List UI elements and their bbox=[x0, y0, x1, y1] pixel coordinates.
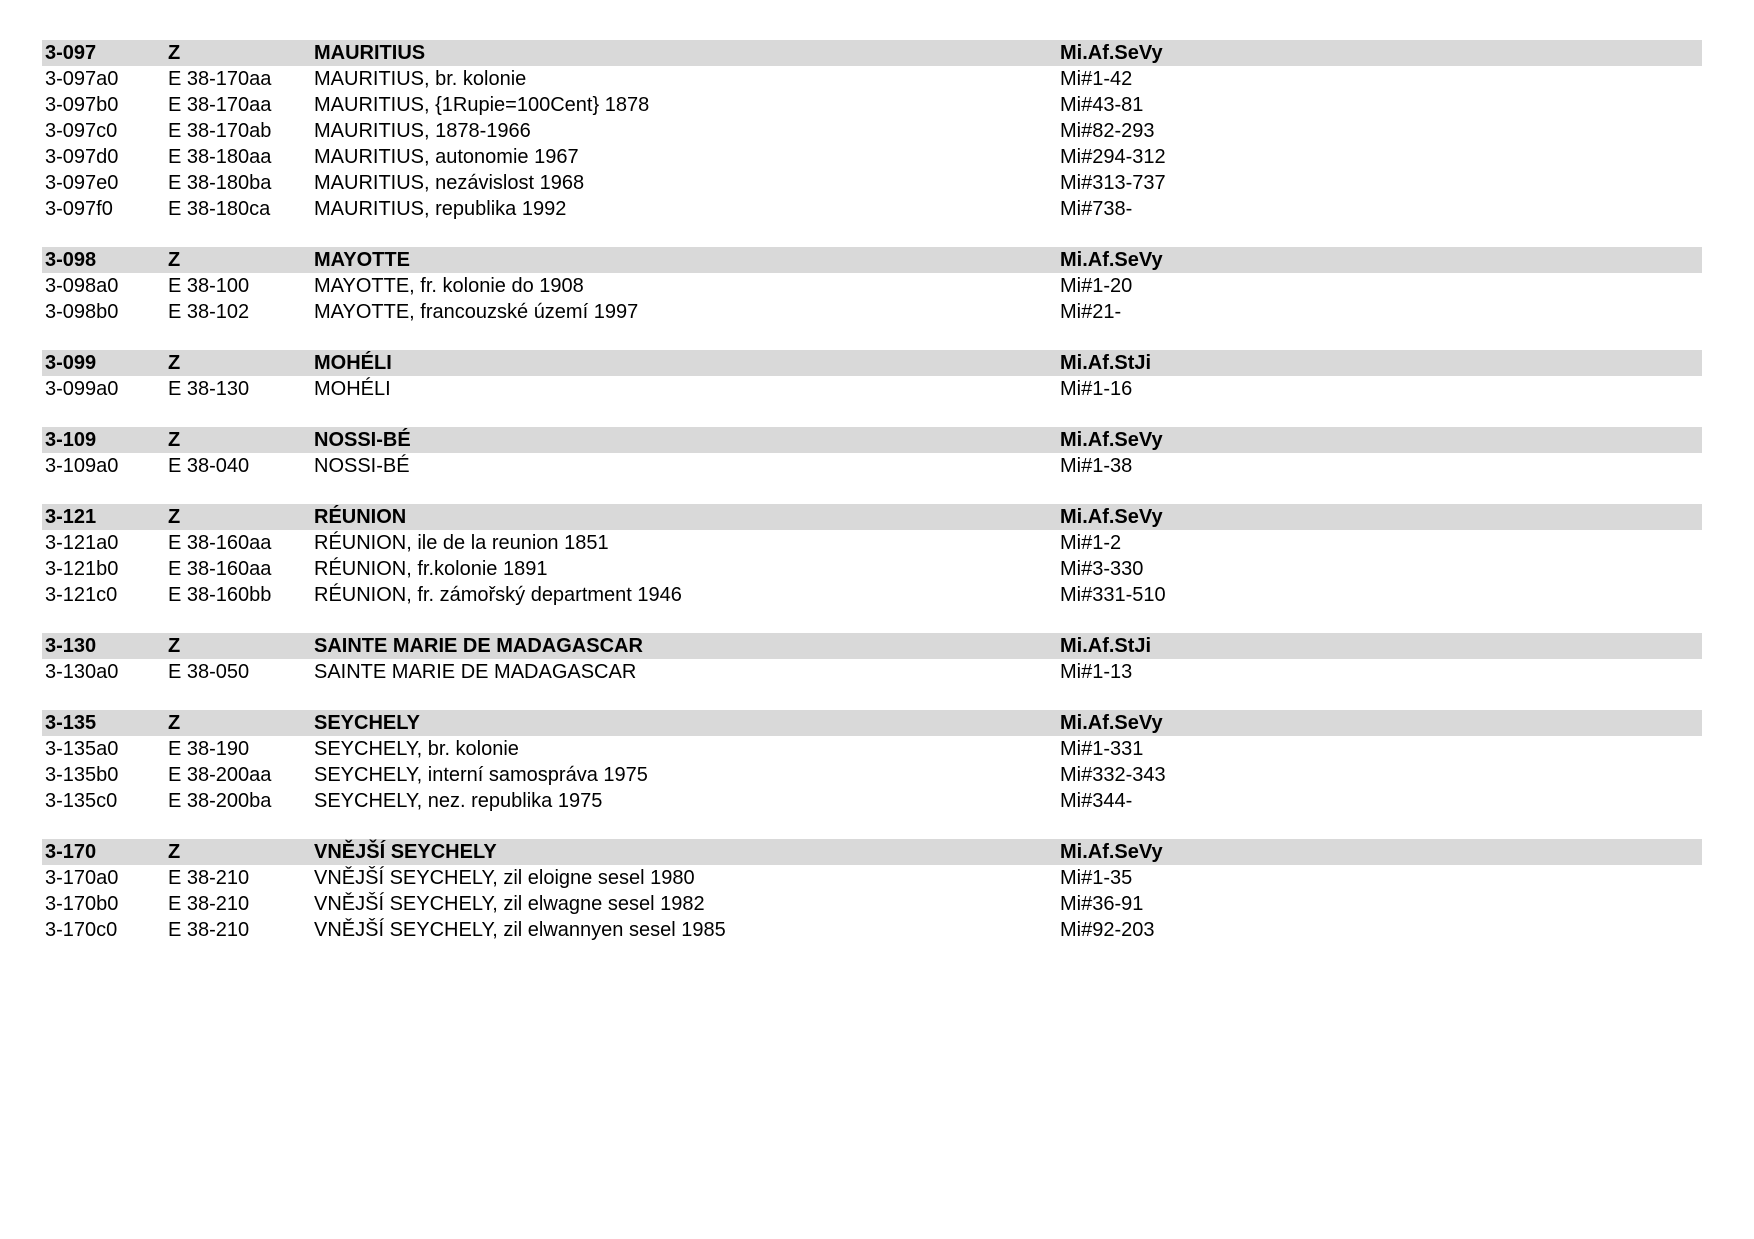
row-cat: E 38-102 bbox=[168, 300, 250, 323]
row-desc: MOHÉLI bbox=[314, 377, 391, 400]
row-code: 3-097d0 bbox=[45, 145, 119, 168]
section-mauritius bbox=[42, 40, 1702, 222]
row-cat: E 38-190 bbox=[168, 737, 250, 760]
row-code: 3-109a0 bbox=[45, 454, 119, 477]
table-row bbox=[42, 299, 1702, 325]
row-ref: Mi#1-20 bbox=[1060, 274, 1133, 297]
row-desc: VNĚJŠÍ SEYCHELY, zil eloigne sesel 1980 bbox=[314, 866, 695, 889]
row-cat: E 38-210 bbox=[168, 918, 250, 941]
row-ref: Mi#1-2 bbox=[1060, 531, 1122, 554]
row-cat: E 38-180aa bbox=[168, 145, 272, 168]
row-cat: E 38-050 bbox=[168, 660, 250, 683]
row-code: 3-135b0 bbox=[45, 763, 119, 786]
row-ref: Mi#36-91 bbox=[1060, 892, 1144, 915]
section-code: 3-135 bbox=[45, 711, 97, 734]
table-row bbox=[42, 144, 1702, 170]
row-desc: NOSSI-BÉ bbox=[314, 454, 410, 477]
row-ref: Mi#1-38 bbox=[1060, 454, 1133, 477]
section-reunion bbox=[42, 504, 1702, 608]
table-row bbox=[42, 530, 1702, 556]
table-row bbox=[42, 582, 1702, 608]
section-code: 3-097 bbox=[45, 41, 97, 64]
row-desc: SAINTE MARIE DE MADAGASCAR bbox=[314, 660, 637, 683]
row-ref: Mi#1-331 bbox=[1060, 737, 1144, 760]
section-code: 3-130 bbox=[45, 634, 97, 657]
row-code: 3-135a0 bbox=[45, 737, 119, 760]
section-name: MAURITIUS bbox=[314, 41, 426, 64]
row-ref: Mi#92-203 bbox=[1060, 918, 1155, 941]
section-moheli bbox=[42, 350, 1702, 402]
row-desc: MAURITIUS, {1Rupie=100Cent} 1878 bbox=[314, 93, 650, 116]
row-cat: E 38-200ba bbox=[168, 789, 272, 812]
row-cat: E 38-170ab bbox=[168, 119, 272, 142]
row-cat: E 38-170aa bbox=[168, 67, 272, 90]
row-code: 3-097e0 bbox=[45, 171, 119, 194]
row-cat: E 38-180ca bbox=[168, 197, 271, 220]
row-cat: E 38-170aa bbox=[168, 93, 272, 116]
table-row bbox=[42, 788, 1702, 814]
row-ref: Mi#1-35 bbox=[1060, 866, 1133, 889]
section-type: Z bbox=[168, 248, 181, 271]
row-code: 3-097f0 bbox=[45, 197, 113, 220]
row-code: 3-121a0 bbox=[45, 531, 119, 554]
table-row bbox=[42, 762, 1702, 788]
row-desc: SEYCHELY, br. kolonie bbox=[314, 737, 519, 760]
section-code: 3-098 bbox=[45, 248, 97, 271]
table-row bbox=[42, 556, 1702, 582]
section-ref: Mi.Af.SeVy bbox=[1060, 711, 1163, 734]
section-type: Z bbox=[168, 41, 181, 64]
row-ref: Mi#21- bbox=[1060, 300, 1122, 323]
row-desc: VNĚJŠÍ SEYCHELY, zil elwannyen sesel 1985 bbox=[314, 918, 726, 941]
row-desc: SEYCHELY, nez. republika 1975 bbox=[314, 789, 603, 812]
row-cat: E 38-160bb bbox=[168, 583, 272, 606]
section-ref: Mi.Af.StJi bbox=[1060, 351, 1152, 374]
row-desc: MAURITIUS, 1878-1966 bbox=[314, 119, 531, 142]
row-code: 3-098b0 bbox=[45, 300, 119, 323]
table-row bbox=[42, 376, 1702, 402]
section-sainte-marie bbox=[42, 633, 1702, 685]
row-cat: E 38-040 bbox=[168, 454, 250, 477]
row-cat: E 38-210 bbox=[168, 866, 250, 889]
row-desc: MAURITIUS, br. kolonie bbox=[314, 67, 527, 90]
section-header bbox=[42, 839, 1702, 865]
row-code: 3-135c0 bbox=[45, 789, 118, 812]
row-desc: VNĚJŠÍ SEYCHELY, zil elwagne sesel 1982 bbox=[314, 892, 705, 915]
section-ref: Mi.Af.SeVy bbox=[1060, 41, 1163, 64]
row-code: 3-097a0 bbox=[45, 67, 119, 90]
section-name: VNĚJŠÍ SEYCHELY bbox=[314, 840, 497, 863]
row-ref: Mi#1-42 bbox=[1060, 67, 1133, 90]
row-desc: MAYOTTE, fr. kolonie do 1908 bbox=[314, 274, 584, 297]
table-row bbox=[42, 865, 1702, 891]
section-ref: Mi.Af.SeVy bbox=[1060, 428, 1163, 451]
row-code: 3-121c0 bbox=[45, 583, 118, 606]
section-type: Z bbox=[168, 351, 181, 374]
table-row bbox=[42, 736, 1702, 762]
row-cat: E 38-210 bbox=[168, 892, 250, 915]
section-name: MOHÉLI bbox=[314, 351, 392, 374]
catalog-table bbox=[42, 40, 1702, 968]
table-row bbox=[42, 118, 1702, 144]
row-code: 3-098a0 bbox=[45, 274, 119, 297]
section-type: Z bbox=[168, 711, 181, 734]
table-row bbox=[42, 170, 1702, 196]
section-ref: Mi.Af.StJi bbox=[1060, 634, 1152, 657]
section-code: 3-099 bbox=[45, 351, 97, 374]
row-ref: Mi#3-330 bbox=[1060, 557, 1144, 580]
section-name: NOSSI-BÉ bbox=[314, 428, 411, 451]
row-code: 3-097c0 bbox=[45, 119, 118, 142]
row-cat: E 38-100 bbox=[168, 274, 250, 297]
section-code: 3-170 bbox=[45, 840, 97, 863]
row-ref: Mi#332-343 bbox=[1060, 763, 1166, 786]
section-header bbox=[42, 504, 1702, 530]
section-seychely bbox=[42, 710, 1702, 814]
row-ref: Mi#313-737 bbox=[1060, 171, 1166, 194]
section-mayotte bbox=[42, 247, 1702, 325]
row-ref: Mi#344- bbox=[1060, 789, 1133, 812]
row-ref: Mi#1-13 bbox=[1060, 660, 1133, 683]
row-code: 3-170b0 bbox=[45, 892, 119, 915]
table-row bbox=[42, 196, 1702, 222]
row-cat: E 38-160aa bbox=[168, 557, 272, 580]
row-desc: RÉUNION, ile de la reunion 1851 bbox=[314, 531, 609, 554]
section-ref: Mi.Af.SeVy bbox=[1060, 840, 1163, 863]
table-row bbox=[42, 66, 1702, 92]
section-header bbox=[42, 40, 1702, 66]
section-type: Z bbox=[168, 840, 181, 863]
section-nossi-be bbox=[42, 427, 1702, 479]
table-row bbox=[42, 659, 1702, 685]
row-code: 3-130a0 bbox=[45, 660, 119, 683]
row-ref: Mi#82-293 bbox=[1060, 119, 1155, 142]
row-desc: RÉUNION, fr. zámořský department 1946 bbox=[314, 583, 682, 606]
section-ref: Mi.Af.SeVy bbox=[1060, 505, 1163, 528]
row-ref: Mi#331-510 bbox=[1060, 583, 1166, 606]
table-row bbox=[42, 891, 1702, 917]
section-header bbox=[42, 427, 1702, 453]
row-ref: Mi#738- bbox=[1060, 197, 1133, 220]
table-row bbox=[42, 273, 1702, 299]
row-desc: RÉUNION, fr.kolonie 1891 bbox=[314, 557, 548, 580]
row-cat: E 38-200aa bbox=[168, 763, 272, 786]
section-name: SAINTE MARIE DE MADAGASCAR bbox=[314, 634, 643, 657]
section-header bbox=[42, 247, 1702, 273]
row-ref: Mi#43-81 bbox=[1060, 93, 1144, 116]
section-type: Z bbox=[168, 634, 181, 657]
section-ref: Mi.Af.SeVy bbox=[1060, 248, 1163, 271]
row-code: 3-170a0 bbox=[45, 866, 119, 889]
row-desc: MAURITIUS, autonomie 1967 bbox=[314, 145, 579, 168]
section-header bbox=[42, 350, 1702, 376]
row-ref: Mi#294-312 bbox=[1060, 145, 1166, 168]
row-ref: Mi#1-16 bbox=[1060, 377, 1133, 400]
table-row bbox=[42, 917, 1702, 943]
row-desc: MAURITIUS, nezávislost 1968 bbox=[314, 171, 585, 194]
row-code: 3-097b0 bbox=[45, 93, 119, 116]
row-desc: SEYCHELY, interní samospráva 1975 bbox=[314, 763, 648, 786]
row-code: 3-099a0 bbox=[45, 377, 119, 400]
section-code: 3-109 bbox=[45, 428, 97, 451]
row-cat: E 38-130 bbox=[168, 377, 250, 400]
row-code: 3-170c0 bbox=[45, 918, 118, 941]
row-code: 3-121b0 bbox=[45, 557, 119, 580]
section-name: MAYOTTE bbox=[314, 248, 410, 271]
section-code: 3-121 bbox=[45, 505, 97, 528]
section-header bbox=[42, 710, 1702, 736]
table-row bbox=[42, 92, 1702, 118]
section-name: RÉUNION bbox=[314, 505, 407, 528]
section-vnejsi-seychely bbox=[42, 839, 1702, 943]
row-cat: E 38-180ba bbox=[168, 171, 272, 194]
section-header bbox=[42, 633, 1702, 659]
section-type: Z bbox=[168, 505, 181, 528]
section-name: SEYCHELY bbox=[314, 711, 420, 734]
row-cat: E 38-160aa bbox=[168, 531, 272, 554]
section-type: Z bbox=[168, 428, 181, 451]
table-row bbox=[42, 453, 1702, 479]
row-desc: MAURITIUS, republika 1992 bbox=[314, 197, 567, 220]
row-desc: MAYOTTE, francouzské území 1997 bbox=[314, 300, 639, 323]
